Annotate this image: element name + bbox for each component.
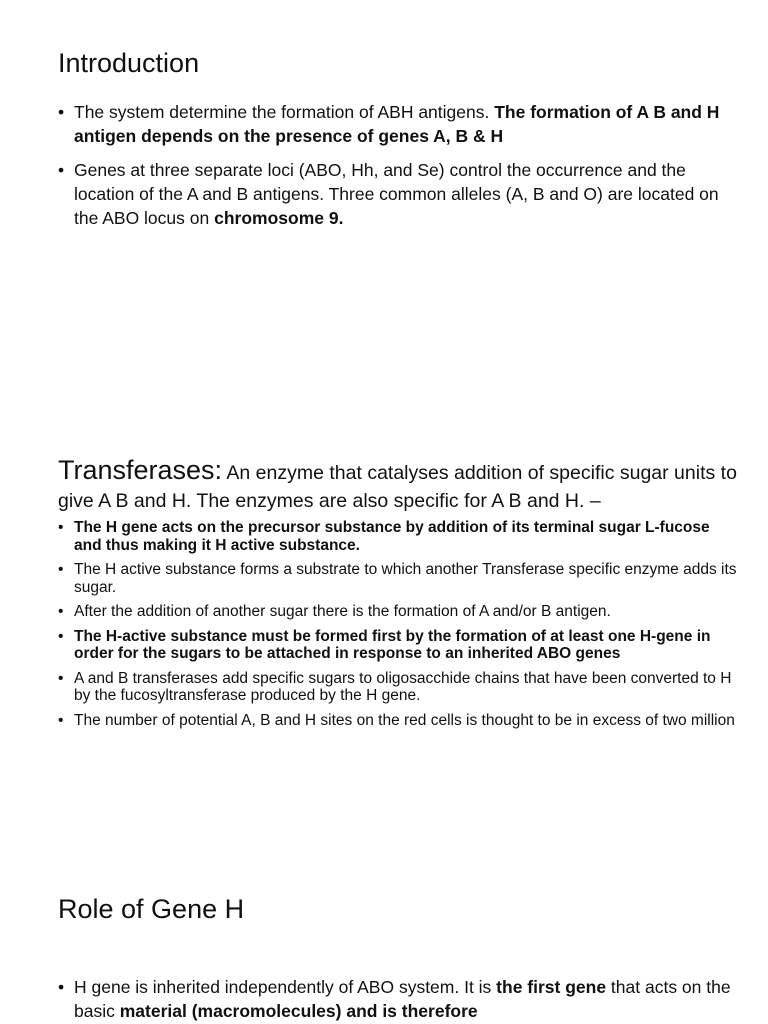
bullet-item <box>58 712 738 730</box>
role-of-gene-h-heading: Role of Gene H <box>58 894 245 924</box>
text: The number of potential A, B and H sites on the red cells is thought to be in excess of two million <box>74 711 735 729</box>
text: The H active substance forms a substrate to which another Transferase specific enzyme adds its sugar. <box>74 561 737 596</box>
text: Genes at three separate loci (ABO, Hh, and Se) control the occurrence and the location of the A and B antigens. Three common alleles (A, B and O) are located on the ABO locus on <box>74 160 719 228</box>
introduction-bullet-list <box>58 100 738 230</box>
bullet-item <box>58 158 738 230</box>
text: The system determine the formation of ABH antigens. <box>74 102 495 122</box>
bold-text: the first gene <box>496 977 607 997</box>
role-of-gene-h-section <box>58 892 738 1023</box>
introduction-heading: Introduction <box>58 48 200 78</box>
bullet-item <box>58 628 738 663</box>
text: After the addition of another sugar there is the formation of A and/or B antigen. <box>74 603 611 620</box>
role-of-gene-h-bullet-list <box>58 975 738 1023</box>
introduction-section <box>58 46 738 240</box>
text: H gene is inherited independently of ABO system. It is <box>74 977 497 997</box>
bullet-item <box>58 975 738 1023</box>
bold-text: chromosome 9. <box>214 208 344 228</box>
transferases-heading: Transferases: <box>58 455 223 485</box>
bullet-item <box>58 100 738 148</box>
bold-text: material (macromolecules) and is therefore <box>119 1001 478 1021</box>
bullet-item <box>58 519 738 554</box>
bullet-item <box>58 603 738 621</box>
transferases-intro <box>58 456 738 515</box>
transferases-intro-text: An enzyme that catalyses addition of specific sugar units to give A B and H. The enzymes are also specific for A B and H. – <box>58 462 737 512</box>
transferases-section <box>58 456 738 736</box>
text: A and B transferases add specific sugars to oligosacchide chains that have been converted to H by the fucosyltransferase produced by the H gene. <box>74 669 732 704</box>
bullet-item <box>58 561 738 596</box>
text: that acts on the basic <box>74 977 731 1021</box>
bold-text: The H-active substance must be formed first by the formation of at least one H-gene in order for the sugars to be attached in response to an inherited ABO genes <box>74 627 711 662</box>
bold-text: The H gene acts on the precursor substance by addition of its terminal sugar L-fucose and thus making it H active substance. <box>74 519 710 554</box>
bold-text: The formation of A B and H antigen depends on the presence of genes A, B & H <box>74 102 720 146</box>
transferases-bullet-list <box>58 519 738 729</box>
bullet-item <box>58 670 738 705</box>
